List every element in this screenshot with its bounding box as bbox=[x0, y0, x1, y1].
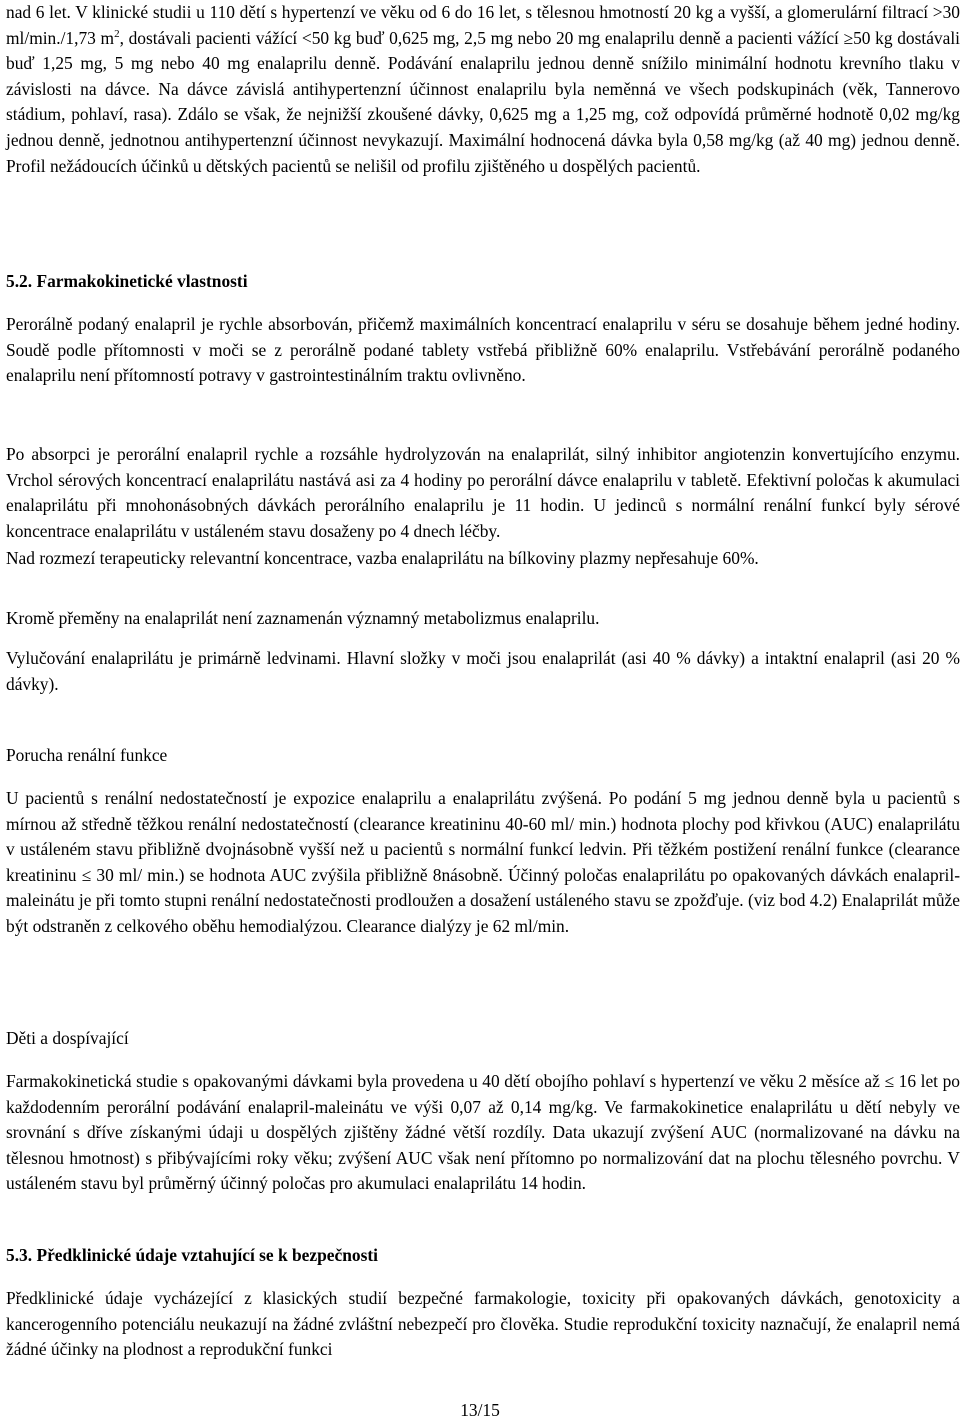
text-line: , dostávali pacienti vážící <50 kg buď 0,625 mg, 2,5 mg bbox=[119, 27, 513, 48]
text-line: nad 6 let. V klinické studii u 110 dětí s hypertenzí ve věku od 6 do 16 let, s tělesnou hmotností 20 kg a bbox=[6, 2, 726, 22]
subheading-title: Porucha renální funkce bbox=[6, 745, 168, 765]
text-line: denně. Podávání enalaprilu jednou denně snížilo minimální hodnotu krevního tlaku v závislosti na dávce. bbox=[6, 53, 960, 99]
paragraph-text bbox=[6, 0, 960, 179]
section-heading-5-3 bbox=[6, 1243, 960, 1269]
paragraph-text: Farmakokinetická studie s opakovanými dávkami byla provedena u 40 dětí obojího pohlaví s hypertenzí ve věku 2 měsíce až ≤ 16 let po každodenním perorální podávání enalapril-maleinátu ve výši 0,07 až 0,14 mg/kg. Ve farmakokinetice enalaprilátu u dětí nebyly ve srovnání s dříve získanými údaji u dospělých zjištěny žádné větší rozdíly. Data ukazují zvýšení AUC (normalizované na dávku na tělesnou hmotnost) s přibývajícími roky věku; zvýšení AUC však není přítomno po normalizování dat na plochu tělesného povrchu. V ustáleném stavu byl průměrný účinný poločas pro akumulaci enalaprilátu 14 hodin. bbox=[6, 1071, 960, 1194]
children-paragraph bbox=[6, 1069, 960, 1197]
text-line: odpovídá průměrné hodnotě 0,02 mg/kg jednou denně, jednotnou antihypertenzní účinnost nevykazují. bbox=[6, 104, 960, 150]
text-line: u dětských pacientů se nelišil od profilu zjištěného u dospělých pacientů. bbox=[192, 155, 701, 176]
superscript: 2 bbox=[114, 27, 120, 40]
text-line: Tannerovo stádium, pohlaví, rasa). Zdálo se však, že nejnižší zkoušené dávky, 0,625 mg a 1,25 mg, což bbox=[6, 78, 960, 125]
top-paragraph bbox=[6, 0, 960, 179]
subheading-renal bbox=[6, 743, 960, 769]
text-line: Na dávce závislá antihypertenzní účinnost enalaprilu byla neměnná ve všech podskupinách (věk, bbox=[158, 78, 878, 99]
section-number: 5.3. bbox=[6, 1245, 33, 1265]
pk-paragraph-5 bbox=[6, 646, 960, 697]
paragraph-text: Předklinické údaje vycházející z klasických studií bezpečné farmakologie, toxicity při opakovaných dávkách, genotoxicity a kancerogenního potenciálu neukazují na žádné zvláštní nebezpečí pro člověka. Studie reprodukční toxicity naznačují, že enalapril nemá žádné účinky na plodnost a reprodukční funkci bbox=[6, 1288, 960, 1360]
section-heading-5-2 bbox=[6, 269, 960, 295]
renal-paragraph bbox=[6, 786, 960, 940]
paragraph-text: Perorálně podaný enalapril je rychle absorbován, přičemž maximálních koncentrací enalaprilu v séru se dosahuje během jedné hodiny. Soudě podle přítomnosti v moči se z perorálně podané tablety vstřebá přibližně 60% enalaprilu. Vstřebávání perorálně podaného enalaprilu není přítomností potravy v gastrointestinálním traktu ovlivněno. bbox=[6, 314, 960, 386]
page-number: 13/15 bbox=[460, 1400, 500, 1420]
section-number: 5.2. bbox=[6, 271, 33, 291]
paragraph-text: Kromě přeměny na enalaprilát není zaznamenán významný metabolizmus enalaprilu. bbox=[6, 608, 600, 628]
pk-paragraph-2 bbox=[6, 442, 960, 544]
paragraph-text: U pacientů s renální nedostatečností je expozice enalaprilu a enalaprilátu zvýšená. Po podání 5 mg jednou denně byla u pacientů s mírnou až středně těžkou renální nedostatečností (clearance kreatininu 40-60 ml/ min.) hodnota plochy pod křivkou (AUC) enalaprilátu v ustáleném stavu přibližně dvojnásobně vyšší než u pacientů s normální funkcí ledvin. Při těžkém postižení renální funkce (clearance kreatininu ≤ 30 ml/ min.) se hodnota AUC zvýšila přibližně 8násobně. Účinný poločas enalaprilátu po opakovaných dávkách enalapril-maleinátu je při tomto stupni renální nedostatečnosti prodloužen a dosažení ustáleného stavu se zpožďuje. (viz bod 4.2) Enalaprilát může být odstraněn z celkového oběhu hemodialýzou. Clearance dialýzy je 62 ml/min. bbox=[6, 788, 960, 936]
pk-paragraph-4 bbox=[6, 606, 960, 632]
text-line: Maximální hodnocená dávka byla 0,58 mg/kg (až 40 mg) jednou denně. Profil nežádoucích účinků bbox=[6, 129, 960, 176]
preclinical-paragraph bbox=[6, 1286, 960, 1363]
subheading-title: Děti a dospívající bbox=[6, 1028, 129, 1048]
section-title: Předklinické údaje vztahující se k bezpečnosti bbox=[36, 1245, 378, 1265]
pk-paragraph-1 bbox=[6, 312, 960, 389]
paragraph-text: Vylučování enalaprilátu je primárně ledvinami. Hlavní složky v moči jsou enalaprilát (asi 40 % dávky) a intaktní enalapril (asi 20 % dávky). bbox=[6, 648, 960, 694]
pk-paragraph-3 bbox=[6, 546, 960, 572]
subheading-children bbox=[6, 1026, 960, 1052]
paragraph-text: Nad rozmezí terapeuticky relevantní koncentrace, vazba enalaprilátu na bílkoviny plazmy nepřesahuje 60%. bbox=[6, 548, 759, 568]
text-line: nebo 20 mg enalaprilu denně a pacienti vážící ≥50 kg dostávali buď 1,25 mg, 5 mg nebo 40 mg enalaprilu bbox=[6, 27, 960, 74]
text-line: vyšší, a glomerulární filtrací >30 ml/min./1,73 m bbox=[6, 2, 960, 48]
paragraph-text: Po absorpci je perorální enalapril rychle a rozsáhle hydrolyzován na enalaprilát, silný inhibitor angiotenzin konvertujícího enzymu. Vrchol sérových koncentrací enalaprilátu nastává asi za 4 hodiny po perorální dávce enalaprilu v tabletě. Efektivní poločas k akumulaci enalaprilátu při mnohonásobných dávkách perorálního enalaprilu je 11 hodin. U jedinců s normální renální funkcí byly sérové koncentrace enalaprilátu v ustáleném stavu dosaženy po 4 dnech léčby. bbox=[6, 444, 960, 541]
section-title: Farmakokinetické vlastnosti bbox=[36, 271, 248, 291]
